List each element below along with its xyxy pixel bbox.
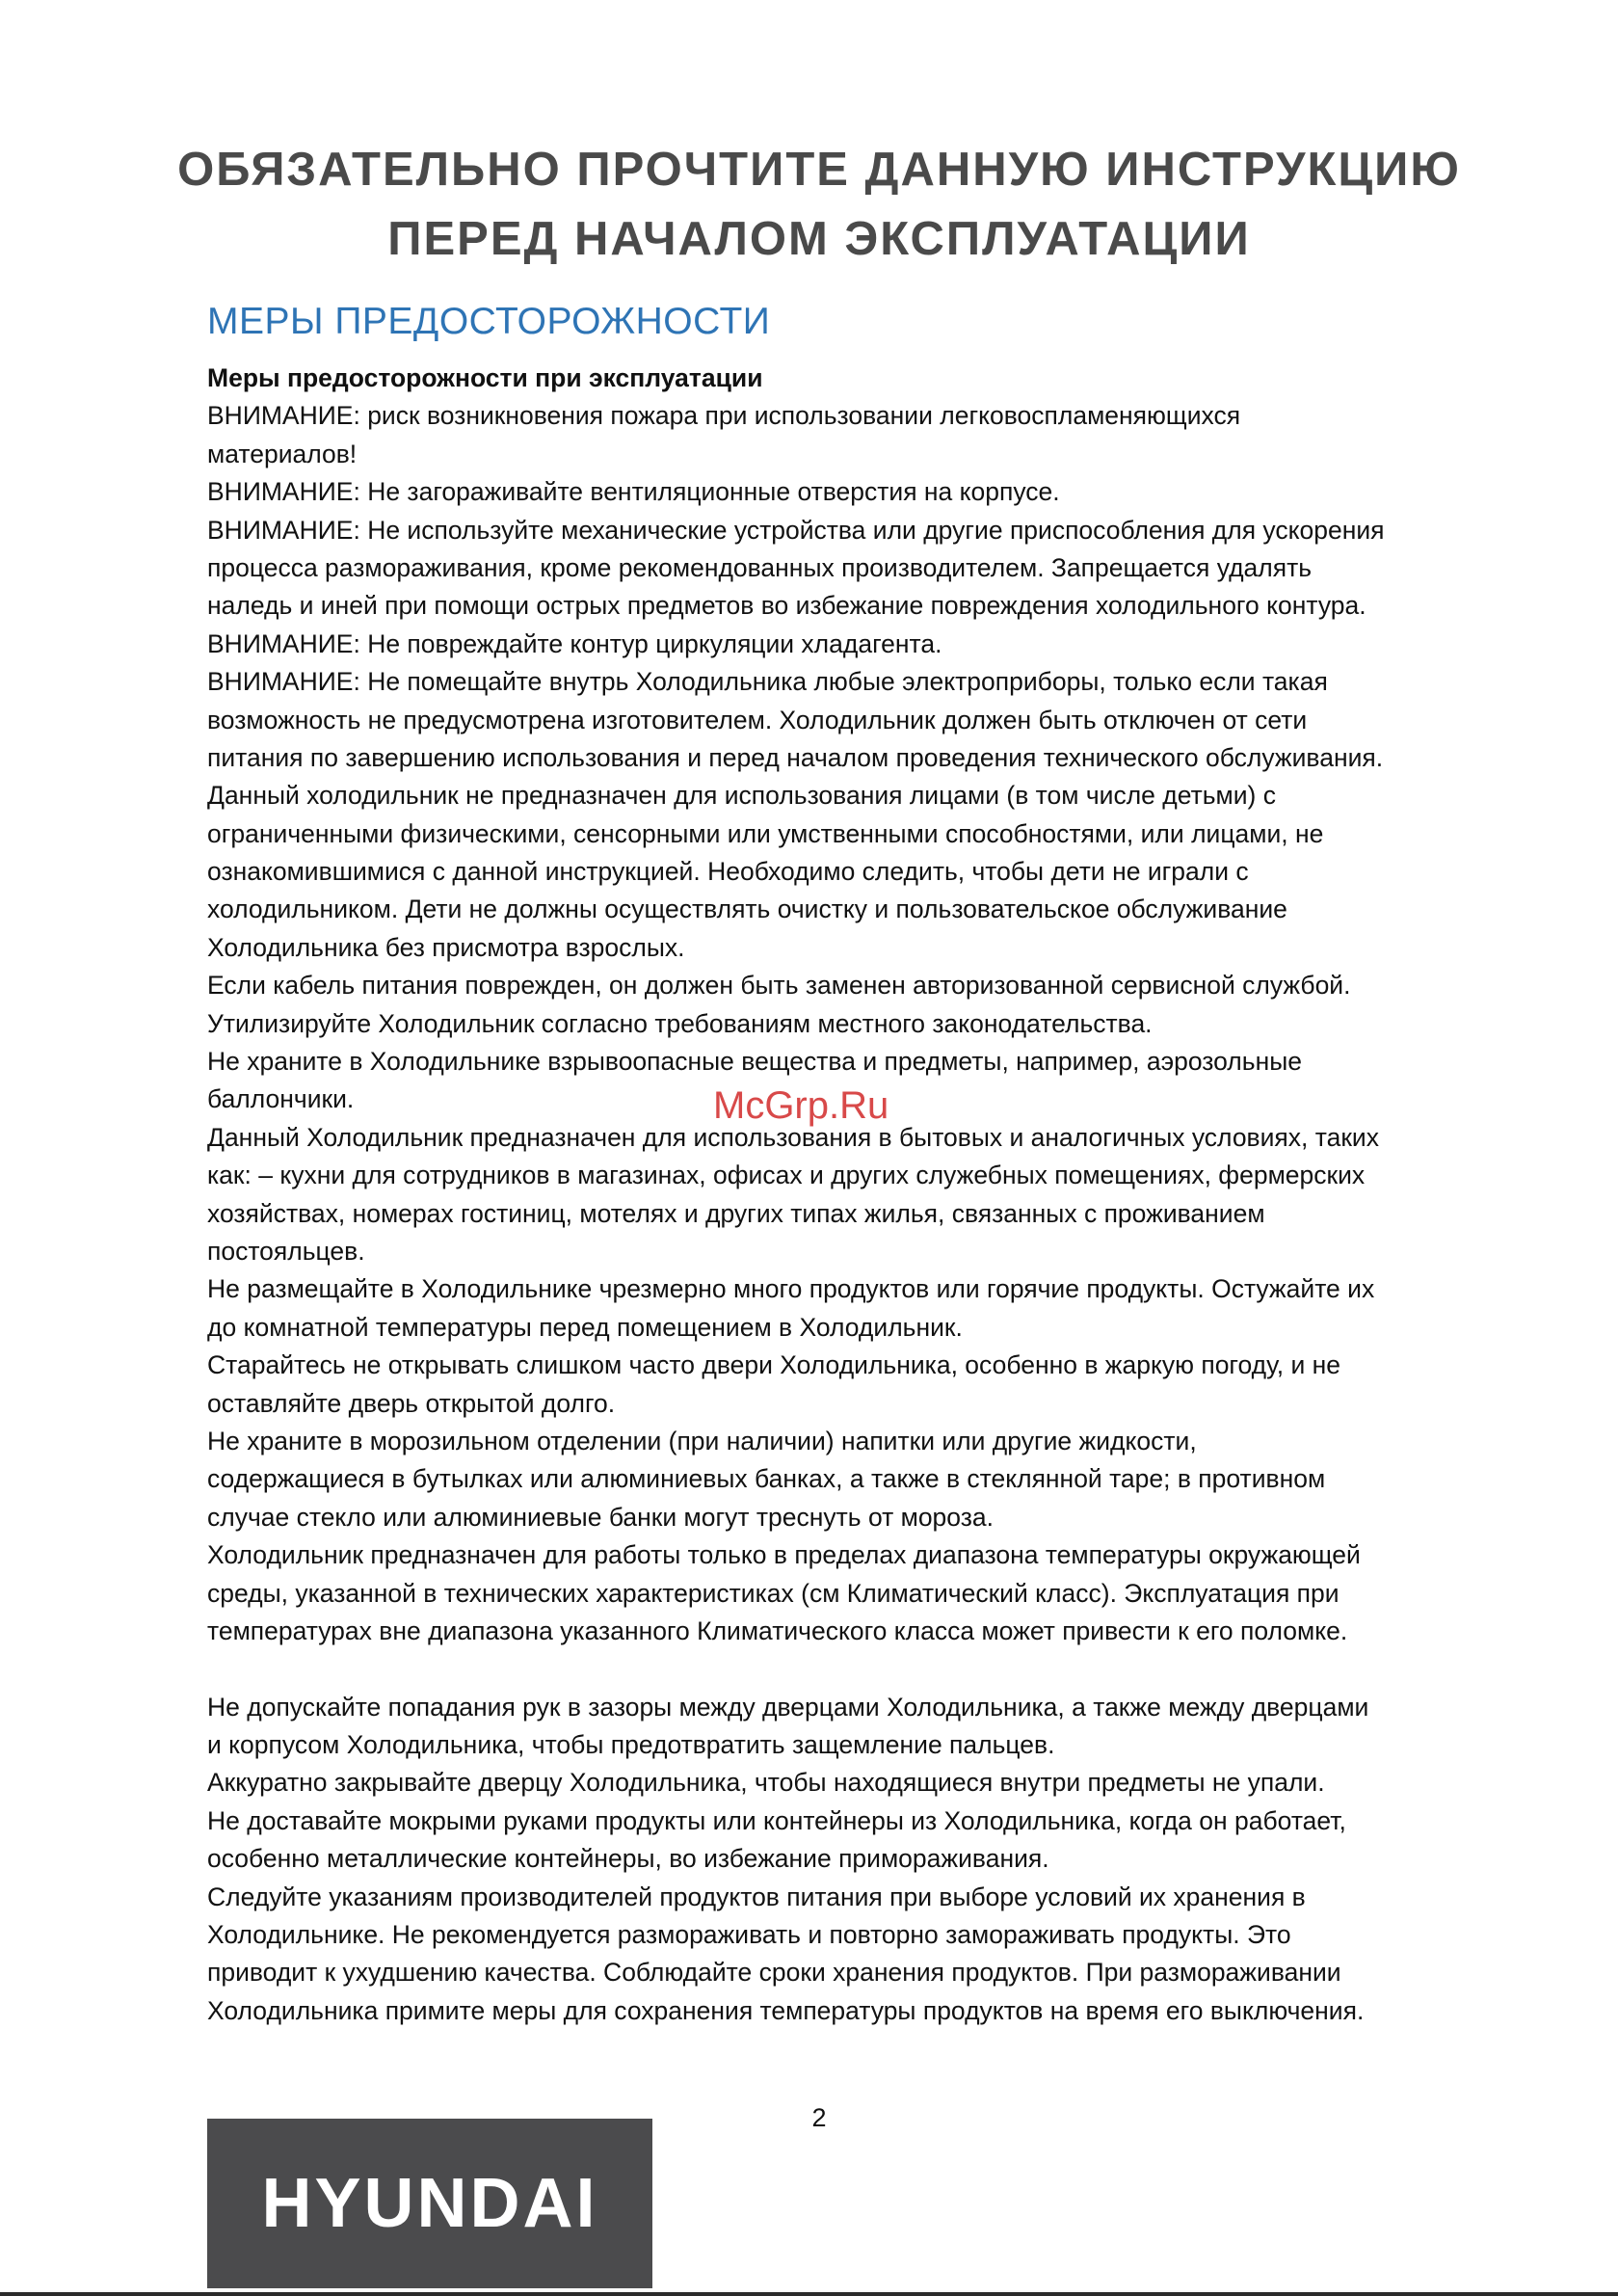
text-line: Если кабель питания поврежден, он должен быть заменен авторизованной сервисной службой.	[207, 971, 1351, 1001]
text-line: баллончики.	[207, 1084, 355, 1114]
page-number: 2	[811, 2103, 827, 2132]
hyundai-logo	[207, 2119, 652, 2288]
document-title	[145, 135, 1494, 274]
text-line: Не доставайте мокрыми руками продукты или контейнеры из Холодильника, когда он работает,	[207, 1805, 1346, 1835]
text-line: Утилизируйте Холодильник согласно требованиям местного законодательства.	[207, 1008, 1153, 1038]
text-line: случае стекло или алюминиевые банки могут треснуть от мороза.	[207, 1502, 994, 1532]
text-line: Холодильнике. Не рекомендуется размораживать и повторно замораживать продукты. Это	[207, 1920, 1291, 1950]
text-line: ознакомившимися с данной инструкцией. Необходимо следить, чтобы дети не играли с	[207, 857, 1249, 887]
text-line: Данный Холодильник предназначен для использования в бытовых и аналогичных условиях, таких	[207, 1122, 1379, 1152]
text-line: ВНИМАНИЕ: Не помещайте внутрь Холодильника любые электроприборы, только если такая	[207, 667, 1328, 697]
text-line: особенно металлические контейнеры, во избежание примораживания.	[207, 1844, 1049, 1874]
text-line: Холодильник предназначен для работы только в пределах диапазона температуры окружающей	[207, 1540, 1361, 1570]
text-line: холодильником. Дети не должны осуществлять очистку и пользовательское обслуживание	[207, 894, 1287, 924]
text-line: ВНИМАНИЕ: Не используйте механические устройства или другие приспособления для ускорения	[207, 515, 1385, 545]
text-line: Следуйте указаниям производителей продуктов питания при выборе условий их хранения в	[207, 1882, 1306, 1911]
text-line: Не размещайте в Холодильнике чрезмерно много продуктов или горячие продукты. Остужайте их	[207, 1274, 1375, 1304]
text-line: Аккуратно закрывайте дверцу Холодильника, чтобы находящиеся внутри предметы не упали.	[207, 1768, 1325, 1798]
text-line: хозяйствах, номерах гостиниц, мотелях и других типах жилья, связанных с проживанием	[207, 1198, 1265, 1228]
text-line: оставляйте дверь открытой долго.	[207, 1388, 616, 1418]
text-line: возможность не предусмотрена изготовителем. Холодильник должен быть отключен от сети	[207, 705, 1308, 734]
text-line: как: – кухни для сотрудников в магазинах, офисах и других служебных помещениях, фермерских	[207, 1161, 1366, 1190]
title-line-1: ОБЯЗАТЕЛЬНО ПРОЧТИТЕ ДАННУЮ ИНСТРУКЦИЮ	[177, 144, 1461, 196]
text-line: температурах вне диапазона указанного Климатического класса может привести к его поломке.	[207, 1615, 1348, 1645]
text-line: наледь и иней при помощи острых предметов во избежание повреждения холодильного контура.	[207, 591, 1366, 621]
text-line: среды, указанной в технических характеристиках (см Климатический класс). Эксплуатация при	[207, 1578, 1339, 1608]
blank-line	[207, 1650, 1450, 1688]
text-line: Старайтесь не открывать слишком часто двери Холодильника, особенно в жаркую погоду, и не	[207, 1350, 1340, 1380]
logo-text: HYUNDAI	[261, 2165, 598, 2242]
text-line: питания по завершению использования и перед началом проведения технического обслуживания.	[207, 742, 1384, 772]
text-line: ВНИМАНИЕ: Не повреждайте контур циркуляции хладагента.	[207, 628, 942, 658]
text-line: материалов!	[207, 439, 358, 468]
text-line: Не храните в морозильном отделении (при наличии) напитки или другие жидкости,	[207, 1426, 1197, 1455]
bottom-rule	[0, 2292, 1618, 2296]
subheading: Меры предосторожности при эксплуатации	[207, 363, 763, 392]
text-line: ВНИМАНИЕ: риск возникновения пожара при использовании легковоспламеняющихся	[207, 401, 1241, 431]
text-line: Холодильника примите меры для сохранения температуры продуктов на время его выключения.	[207, 1995, 1365, 2025]
text-line: Не храните в Холодильнике взрывоопасные вещества и предметы, например, аэрозольные	[207, 1047, 1302, 1077]
body-text	[207, 360, 1450, 2030]
section-heading: МЕРЫ ПРЕДОСТОРОЖНОСТИ	[207, 301, 771, 342]
text-line: Данный холодильник не предназначен для использования лицами (в том числе детьми) с	[207, 781, 1276, 811]
text-line: ВНИМАНИЕ: Не загораживайте вентиляционные отверстия на корпусе.	[207, 477, 1060, 507]
text-line: Не допускайте попадания рук в зазоры между дверцами Холодильника, а также между дверцами	[207, 1692, 1369, 1722]
watermark: McGrp.Ru	[713, 1084, 889, 1127]
text-line: ограниченными физическими, сенсорными или умственными способностями, или лицами, не	[207, 818, 1324, 848]
title-line-2: ПЕРЕД НАЧАЛОМ ЭКСПЛУАТАЦИИ	[387, 213, 1251, 265]
text-line: Холодильника без присмотра взрослых.	[207, 932, 685, 962]
text-line: приводит к ухудшению качества. Соблюдайте сроки хранения продуктов. При размораживании	[207, 1958, 1341, 1988]
text-line: и корпусом Холодильника, чтобы предотвратить защемление пальцев.	[207, 1730, 1055, 1760]
text-line: содержащиеся в бутылках или алюминиевых банках, а также в стеклянной таре; в противном	[207, 1464, 1326, 1494]
text-line: до комнатной температуры перед помещением в Холодильник.	[207, 1312, 963, 1342]
text-line: постояльцев.	[207, 1236, 365, 1266]
text-line: процесса размораживания, кроме рекомендованных производителем. Запрещается удалять	[207, 552, 1313, 582]
